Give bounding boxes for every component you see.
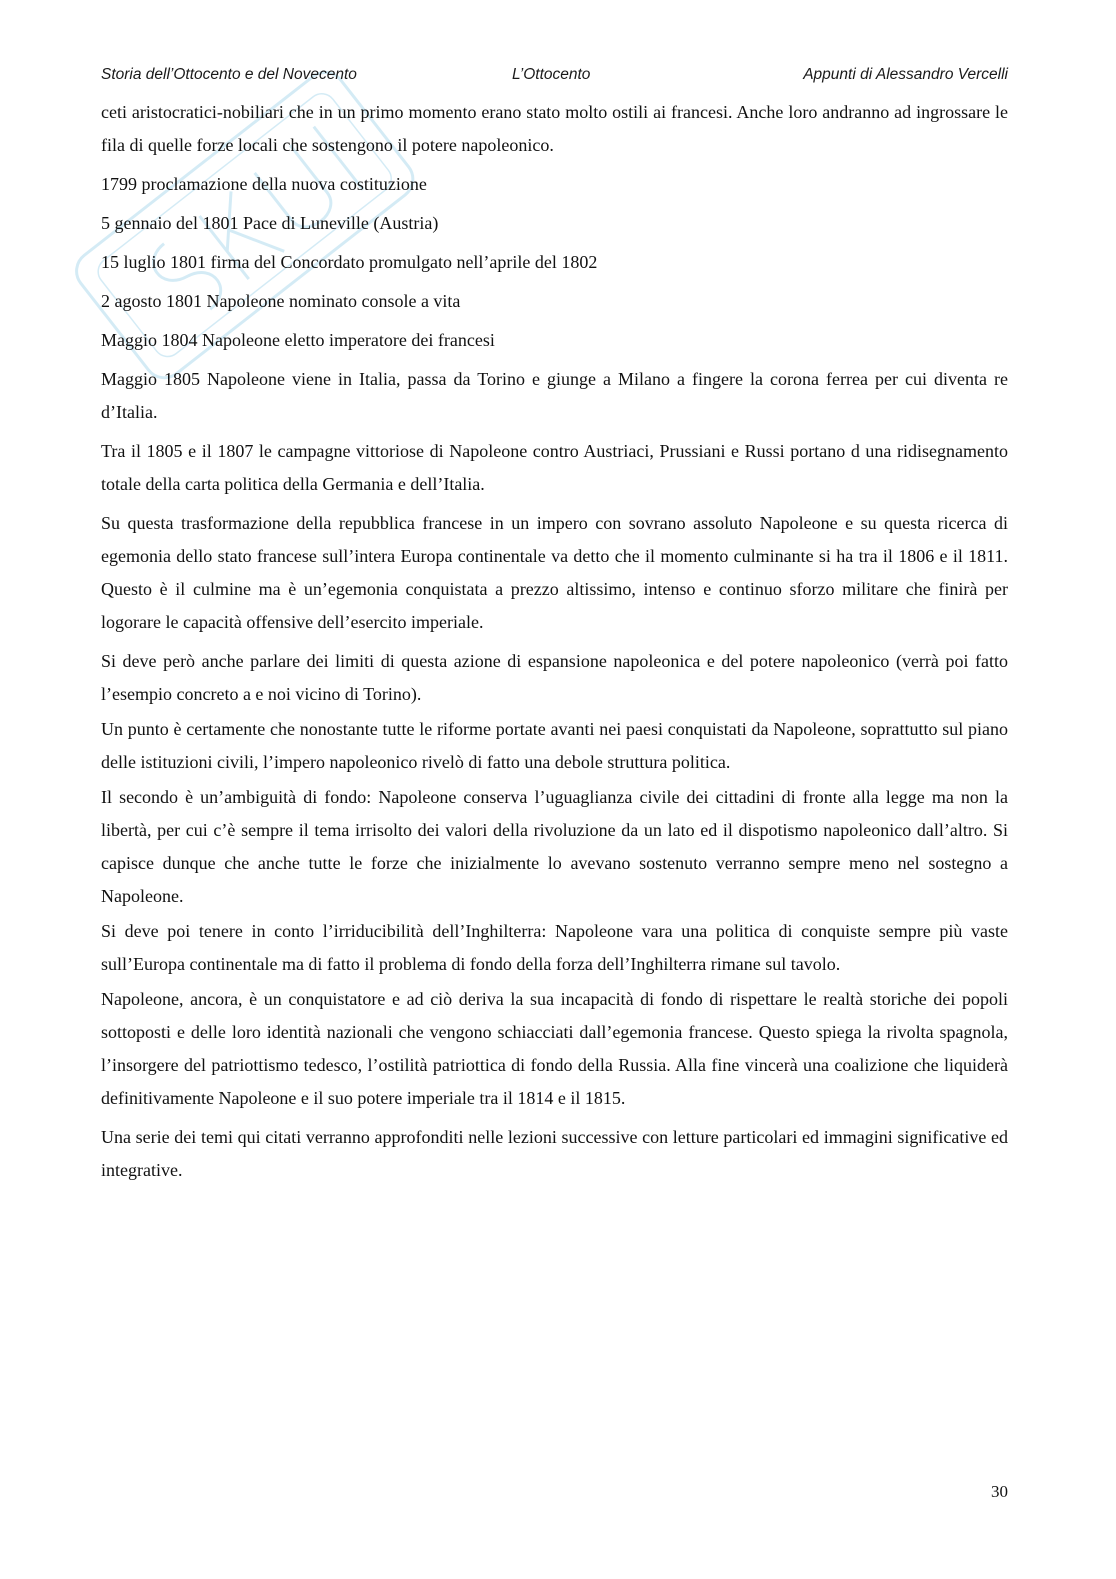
paragraph: Maggio 1805 Napoleone viene in Italia, passa da Torino e giunge a Milano a fingere la corona ferrea per cui diventa re d’Italia. [101, 369, 1008, 422]
paragraph: Su questa trasformazione della repubblica francese in un impero con sovrano assoluto Napoleone e su questa ricerca di egemonia dello stato francese sull’intera Europa continentale va detto che il momento culminante si ha tra il 1806 e il 1811. Questo è il culmine ma è un’egemonia conquistata a prezzo altissimo, intenso e continuo sforzo militare che finirà per logorare le capacità offensive dell’esercito imperiale. [101, 513, 1008, 632]
paragraph: Si deve poi tenere in conto l’irriducibilità dell’Inghilterra: Napoleone vara una politica di conquiste sempre più vaste sull’Europa continentale ma di fatto il problema di fondo della forza dell’Inghilterra rimane sul tavolo. [101, 921, 1008, 974]
paragraph: Il secondo è un’ambiguità di fondo: Napoleone conserva l’uguaglianza civile dei cittadini di fronte alla legge ma non la libertà, per cui c’è sempre il tema irrisolto dei valori della rivoluzione da un lato ed il dispotismo napoleonico dall’altro. Si capisce dunque che anche tutte le forze che inizialmente lo avevano sostenuto verranno sempre meno nel sostegno a Napoleone. [101, 787, 1008, 906]
header-section-title: L’Ottocento [512, 66, 591, 83]
paragraph: 2 agosto 1801 Napoleone nominato console a vita [101, 291, 461, 311]
paragraph: 1799 proclamazione della nuova costituzione [101, 174, 427, 194]
body-text [101, 96, 1008, 1193]
paragraph: Una serie dei temi qui citati verranno approfonditi nelle lezioni successive con letture particolari ed immagini significative ed integrative. [101, 1127, 1008, 1180]
paragraph: Tra il 1805 e il 1807 le campagne vittoriose di Napoleone contro Austriaci, Prussiani e Russi portano d una ridisegnamento totale della carta politica della Germania e dell’Italia. [101, 441, 1008, 494]
paragraph: Si deve però anche parlare dei limiti di questa azione di espansione napoleonica e del potere napoleonico (verrà poi fatto l’esempio concreto a e noi vicino di Torino). [101, 651, 1008, 704]
paragraph: 15 luglio 1801 firma del Concordato promulgato nell’aprile del 1802 [101, 252, 598, 272]
paragraph: ceti aristocratici-nobiliari che in un primo momento erano stato molto ostili ai francesi. Anche loro andranno ad ingrossare le fila di quelle forze locali che sostengono il potere napoleonico. [101, 102, 1008, 155]
paragraph: Napoleone, ancora, è un conquistatore e ad ciò deriva la sua incapacità di fondo di rispettare le realtà storiche dei popoli sottoposti e delle loro identità nazionali che vengono schiacciati dall’egemonia francese. Questo spiega la rivolta spagnola, l’insorgere del patriottismo tedesco, l’ostilità patriottica di fondo della Russia. Alla fine vincerà una coalizione che liquiderà definitivamente Napoleone e il suo potere imperiale tra il 1814 e il 1815. [101, 989, 1008, 1108]
paragraph: 5 gennaio del 1801 Pace di Luneville (Austria) [101, 213, 439, 233]
header-author: Appunti di Alessandro Vercelli [803, 66, 1008, 83]
running-header [101, 66, 1008, 88]
paragraph: Un punto è certamente che nonostante tutte le riforme portate avanti nei paesi conquistati da Napoleone, soprattutto sul piano delle istituzioni civili, l’impero napoleonico rivelò di fatto una debole struttura politica. [101, 719, 1008, 772]
paragraph: Maggio 1804 Napoleone eletto imperatore dei francesi [101, 330, 495, 350]
page-number: 30 [991, 1482, 1008, 1501]
header-course-title: Storia dell’Ottocento e del Novecento [101, 66, 357, 83]
